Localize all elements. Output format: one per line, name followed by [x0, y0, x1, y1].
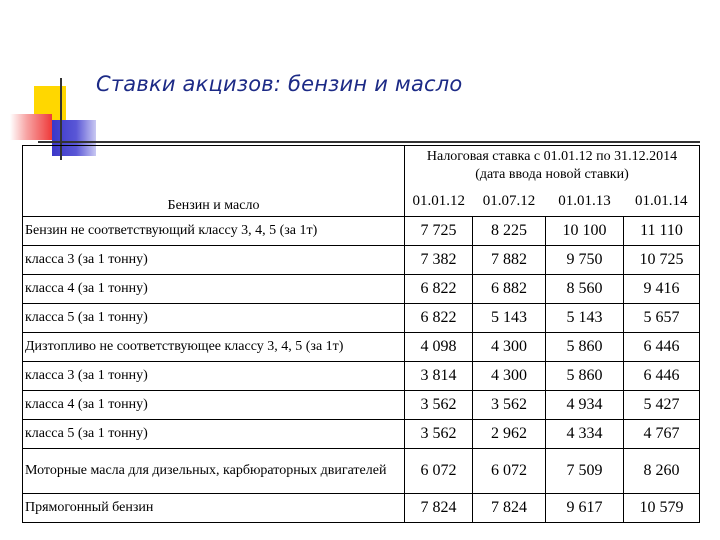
rate-value: 5 657 [624, 304, 700, 333]
table-row [23, 275, 700, 304]
table-row [23, 304, 700, 333]
column-header-product: Бензин и масло [23, 146, 405, 217]
column-header-date: 01.01.13 [546, 186, 624, 217]
rate-value: 6 822 [405, 304, 473, 333]
column-header-date: 01.01.14 [624, 186, 700, 217]
table-row [23, 449, 700, 494]
rate-value: 6 446 [624, 333, 700, 362]
rate-value: 2 962 [473, 420, 546, 449]
rate-value: 10 579 [624, 494, 700, 523]
row-label: класса 3 (за 1 тонну) [23, 246, 405, 275]
rate-value: 3 562 [405, 391, 473, 420]
rate-value: 8 225 [473, 217, 546, 246]
table-row [23, 391, 700, 420]
rate-value: 9 416 [624, 275, 700, 304]
rate-value: 8 560 [546, 275, 624, 304]
rate-value: 4 767 [624, 420, 700, 449]
rate-value: 7 725 [405, 217, 473, 246]
row-label: класса 4 (за 1 тонну) [23, 275, 405, 304]
table-row [23, 494, 700, 523]
column-header-date: 01.01.12 [405, 186, 473, 217]
rate-value: 4 300 [473, 333, 546, 362]
row-label: класса 5 (за 1 тонну) [23, 420, 405, 449]
rate-value: 11 110 [624, 217, 700, 246]
row-label: Прямогонный бензин [23, 494, 405, 523]
rate-value: 9 617 [546, 494, 624, 523]
table-row [23, 420, 700, 449]
title-underline [38, 141, 700, 143]
rate-value: 6 822 [405, 275, 473, 304]
excise-rates-table [22, 145, 700, 523]
rate-value: 8 260 [624, 449, 700, 494]
table-row [23, 362, 700, 391]
slide-title: Ставки акцизов: бензин и масло [96, 72, 463, 96]
rate-value: 6 072 [405, 449, 473, 494]
rate-value: 5 143 [473, 304, 546, 333]
rate-value: 6 882 [473, 275, 546, 304]
logo-red-square [10, 114, 52, 140]
rate-value: 9 750 [546, 246, 624, 275]
rate-value: 7 509 [546, 449, 624, 494]
rate-value: 7 824 [405, 494, 473, 523]
row-label: класса 5 (за 1 тонну) [23, 304, 405, 333]
rate-value: 5 860 [546, 362, 624, 391]
rate-value: 6 446 [624, 362, 700, 391]
rate-value: 4 934 [546, 391, 624, 420]
table-row [23, 217, 700, 246]
rate-value: 10 100 [546, 217, 624, 246]
rate-value: 4 300 [473, 362, 546, 391]
rate-value: 5 143 [546, 304, 624, 333]
rate-value: 3 814 [405, 362, 473, 391]
row-label: класса 3 (за 1 тонну) [23, 362, 405, 391]
rate-value: 6 072 [473, 449, 546, 494]
rate-value: 7 824 [473, 494, 546, 523]
rate-value: 3 562 [473, 391, 546, 420]
rate-group-line-2: (дата ввода новой ставки) [475, 167, 629, 182]
table-row [23, 246, 700, 275]
rate-value: 7 882 [473, 246, 546, 275]
column-header-rate-group [405, 146, 700, 187]
rate-value: 4 334 [546, 420, 624, 449]
row-label: Бензин не соответствующий классу 3, 4, 5 (за 1т) [23, 217, 405, 246]
column-header-date: 01.07.12 [473, 186, 546, 217]
rate-value: 7 382 [405, 246, 473, 275]
table-row [23, 333, 700, 362]
rate-value: 3 562 [405, 420, 473, 449]
row-label: класса 4 (за 1 тонну) [23, 391, 405, 420]
rate-group-line-1: Налоговая ставка с 01.01.12 по 31.12.2014 [426, 149, 678, 164]
rate-value: 5 427 [624, 391, 700, 420]
row-label: Дизтопливо не соответствующее классу 3, 4, 5 (за 1т) [23, 333, 405, 362]
rate-value: 5 860 [546, 333, 624, 362]
row-label: Моторные масла для дизельных, карбюраторных двигателей [23, 449, 405, 494]
rate-value: 4 098 [405, 333, 473, 362]
rate-value: 10 725 [624, 246, 700, 275]
